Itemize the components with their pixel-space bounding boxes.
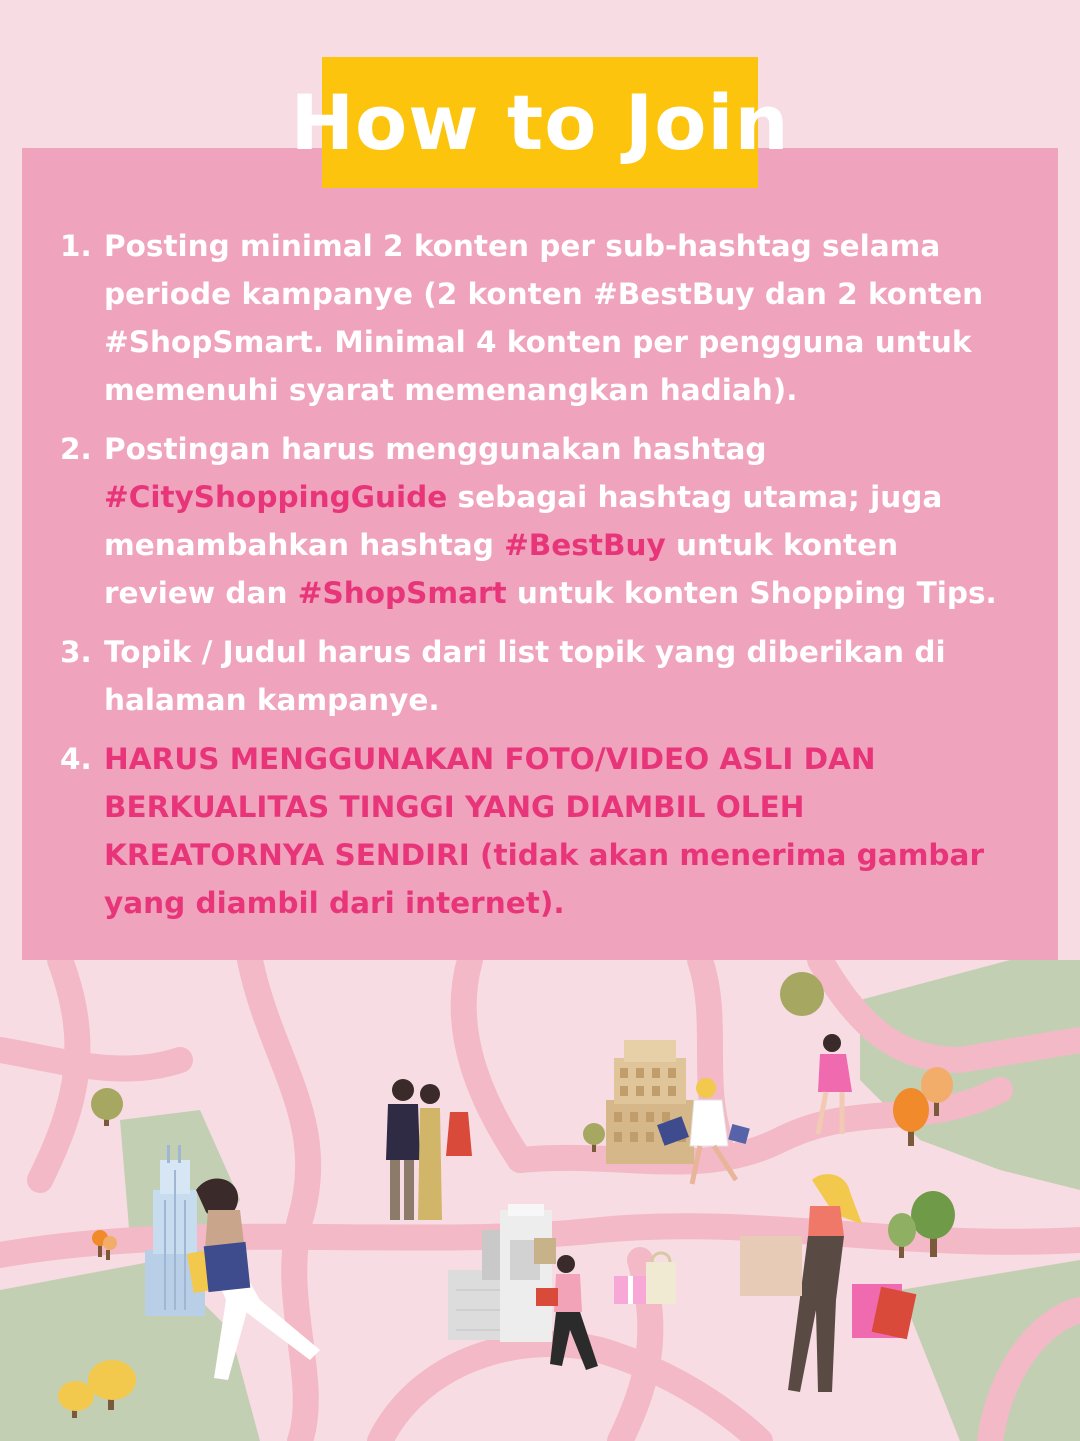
- step-item: [60, 425, 1000, 617]
- step-item: [60, 735, 1000, 927]
- hashtag-shopsmart: #ShopSmart: [297, 576, 507, 610]
- step-text: untuk konten Shopping Tips.: [506, 576, 997, 610]
- shopper-icon: [740, 1174, 916, 1392]
- tree-icon: [91, 1088, 123, 1126]
- step-text: Posting minimal 2 konten per sub-hashtag selama periode kampanye (2 konten #BestBuy dan 2 konten #ShopSmart. Minimal 4 konten per pengguna untuk memenuhi syarat memenangkan hadiah).: [104, 229, 984, 407]
- steps-list: [60, 222, 1000, 938]
- step-item: [60, 628, 1000, 724]
- park-area: [860, 960, 1080, 1190]
- tree-icon: [780, 972, 824, 1016]
- step-number: 3.: [60, 635, 92, 669]
- step-number: 4.: [60, 742, 92, 776]
- step-number: 1.: [60, 229, 92, 263]
- step-text: Postingan harus menggunakan hashtag: [104, 432, 767, 466]
- hashtag-bestbuy: #BestBuy: [504, 528, 666, 562]
- step-text: sebagai hashtag utama; juga menambahkan hashtag: [104, 480, 943, 562]
- step-item: [60, 222, 1000, 414]
- title-banner: [290, 57, 790, 188]
- step-number: 2.: [60, 432, 92, 466]
- building-icon: [606, 1040, 694, 1164]
- page-title: How to Join: [290, 78, 790, 167]
- step-text: HARUS MENGGUNAKAN FOTO/VIDEO ASLI DAN BERKUALITAS TINGGI YANG DIAMBIL OLEH KREATORNYA SENDIRI (tidak akan menerima gambar yang diambil dari internet).: [104, 742, 985, 920]
- shopper-icon: [386, 1079, 472, 1220]
- step-text: untuk konten review dan: [104, 528, 899, 610]
- hashtag-cityshoppingguide: #CityShoppingGuide: [104, 480, 448, 514]
- step-text: Topik / Judul harus dari list topik yang diberikan di halaman kampanye.: [104, 635, 946, 717]
